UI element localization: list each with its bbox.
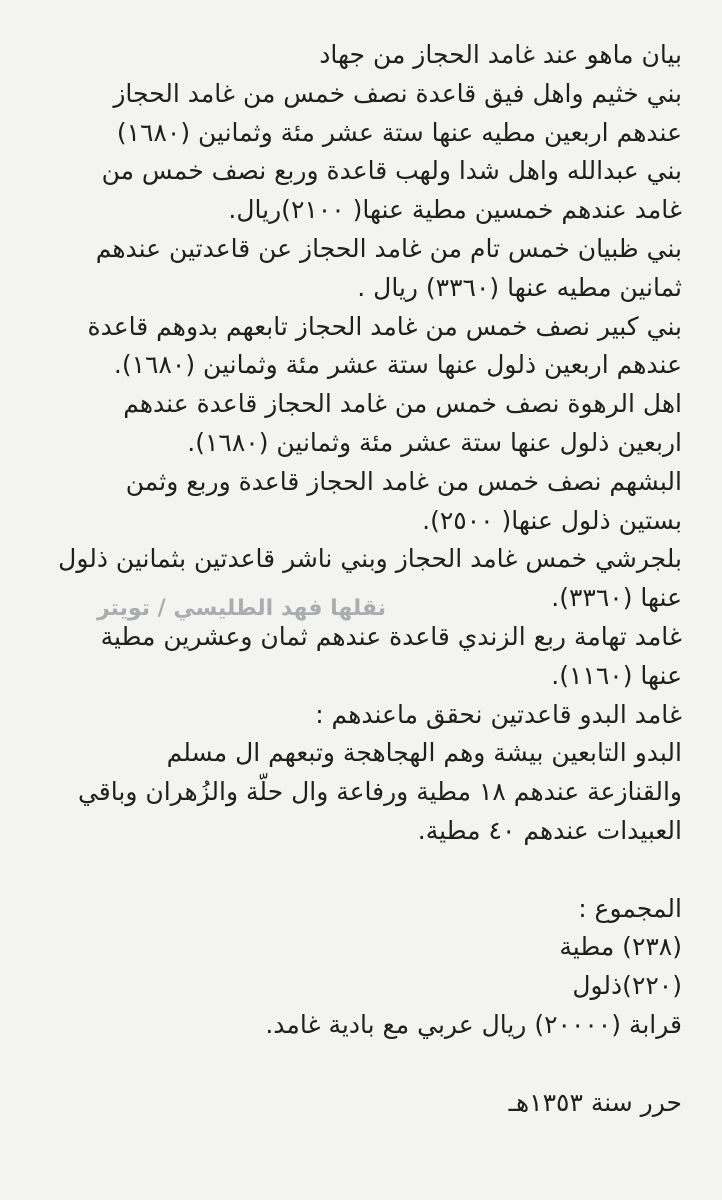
doc-line: بني عبدالله واهل شدا ولهب قاعدة وربع نصف خمس من [101, 156, 682, 186]
summary-line: (٢٢٠)ذلول [572, 971, 682, 1001]
doc-line: بستين ذلول عنها( ٢٥٠٠). [422, 505, 682, 535]
doc-line: عنها (١١٦٠). [551, 660, 682, 690]
doc-line: البدو التابعين بيشة وهم الهجاهجة وتبعهم ال مسلم [166, 738, 682, 768]
doc-line: البشهم نصف خمس من غامد الحجاز قاعدة وربع وثمن [125, 466, 682, 496]
doc-line: بني كبير نصف خمس من غامد الحجاز تابعهم بدوهم قاعدة [87, 311, 682, 341]
doc-line: اربعين ذلول عنها ستة عشر مئة وثمانين (١٦٨٠). [187, 427, 682, 457]
doc-line: عندهم اربعين مطيه عنها ستة عشر مئة وثمانين (١٦٨٠) [116, 117, 682, 147]
spacer [24, 1045, 682, 1084]
summary-line: قرابة (٢٠٠٠٠) ريال عربي مع بادية غامد. [265, 1009, 682, 1039]
footer-date: حرر سنة ١٣٥٣هـ [508, 1087, 682, 1117]
doc-line: بني خثيم واهل فيق قاعدة نصف خمس من غامد الحجاز [113, 78, 682, 108]
doc-line: عندهم اربعين ذلول عنها ستة عشر مئة وثمانين (١٦٨٠). [113, 350, 682, 380]
doc-line: العبيدات عندهم ٤٠ مطية. [417, 815, 682, 845]
doc-title: بيان ماهو عند غامد الحجاز من جهاد [319, 40, 682, 69]
doc-line: اهل الرهوة نصف خمس من غامد الحجاز قاعدة عندهم [123, 389, 682, 419]
doc-line: غامد البدو قاعدتين نحقق ماعندهم : [315, 699, 682, 729]
doc-line: غامد عندهم خمسين مطية عنها( ٢١٠٠)ريال. [228, 195, 682, 225]
doc-line: بلجرشي خمس غامد الحجاز وبني ناشر قاعدتين بثمانين ذلول [58, 544, 682, 574]
doc-line: عنها (٣٣٦٠). [551, 583, 682, 613]
spacer [24, 851, 682, 890]
summary-label: المجموع : [578, 893, 682, 923]
doc-line: بني ظبيان خمس تام من غامد الحجاز عن قاعدتين عندهم [95, 233, 682, 263]
summary-line: (٢٣٨) مطية [559, 932, 682, 962]
doc-line: ثمانين مطيه عنها (٣٣٦٠) ريال . [357, 272, 682, 302]
watermark-text: نقلها فهد الطليسي / تويتر [97, 596, 386, 621]
doc-line: غامد تهامة ربع الزندي قاعدة عندهم ثمان وعشرين مطية [100, 621, 682, 651]
doc-line: والقنازعة عندهم ١٨ مطية ورفاعة وال حلّة والزُهران وباقي [77, 777, 682, 807]
